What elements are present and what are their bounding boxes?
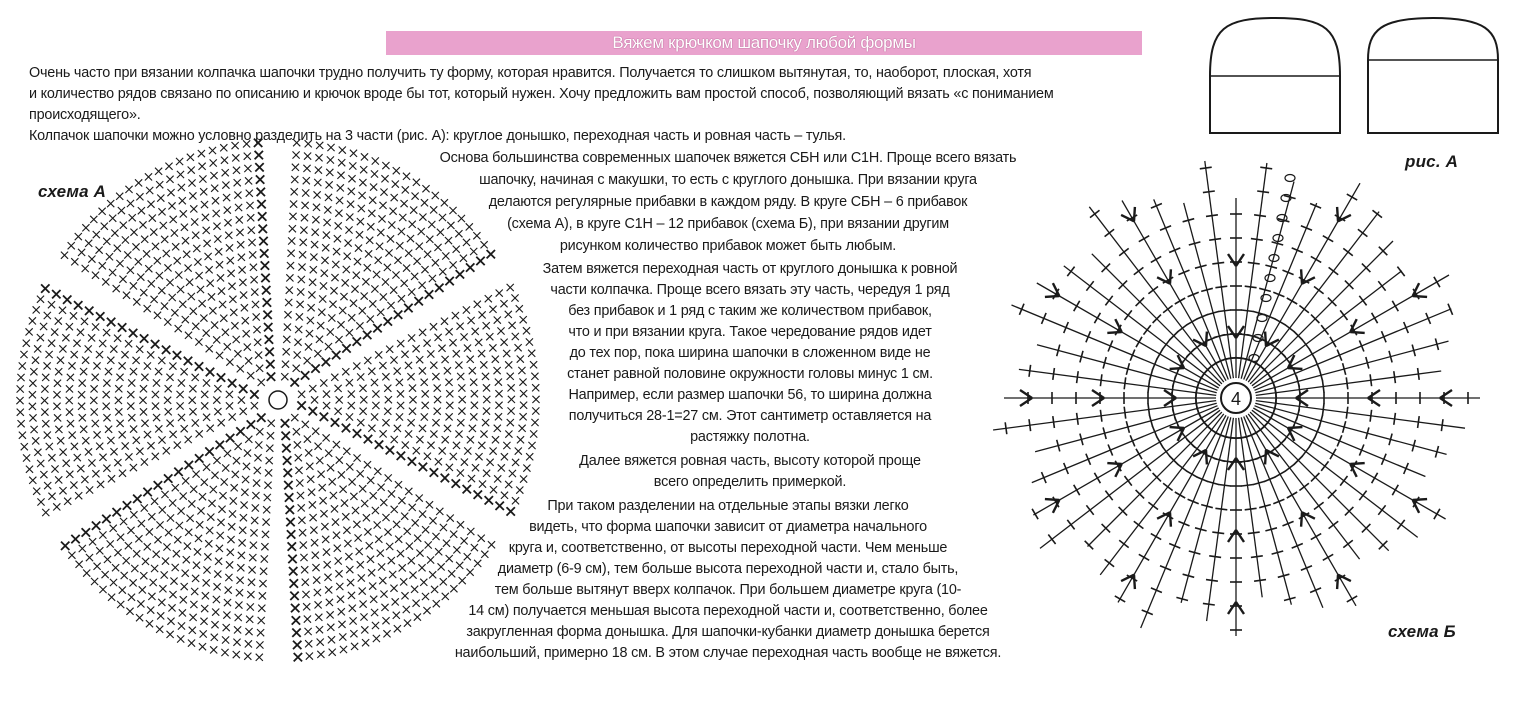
transition-line-2: части колпачка. Проще всего вязать эту часть, чередуя 1 ряд	[550, 282, 950, 298]
scheme-a-start-ring	[269, 391, 287, 409]
scheme-b-label: схема Б	[1388, 622, 1456, 641]
transition-line-1: Затем вяжется переходная часть от круглого донышка к ровной	[542, 261, 958, 277]
conclusion-line-7: закругленная форма донышка. Для шапочки-кубанки диаметр донышка берется	[466, 624, 990, 640]
transition-line-6: станет равной половине окружности головы минус 1 см.	[567, 366, 933, 382]
transition-line-4: что и при вязании круга. Такое чередование рядов идет	[568, 324, 932, 340]
figure-a-label: рис. А	[1405, 152, 1459, 171]
hat-shape-round	[1368, 18, 1498, 133]
base-line-5: рисунком количество прибавок может быть любым.	[559, 238, 897, 254]
article-title-band	[386, 31, 1142, 55]
transition-line-7: Например, если размер шапочки 56, то ширина должна	[568, 387, 932, 403]
base-line-3: делаются регулярные прибавки в каждом ряду. В круге СБН – 6 прибавок	[488, 194, 968, 210]
conclusion-line-4: диаметр (6-9 см), тем больше высота переходной части и, стало быть,	[497, 561, 959, 577]
intro-line-4: Колпачок шапочки можно условно разделить на 3 части (рис. А): круглое донышко, переходная часть и ровная часть – тулья.	[29, 128, 846, 144]
conclusion-line-1: При таком разделении на отдельные этапы вязки легко	[547, 498, 909, 514]
intro-line-3: происходящего».	[29, 107, 141, 123]
scheme-a-diagram	[0, 150, 540, 710]
conclusion-line-6: 14 см) получается меньшая высота переходной части и, соответственно, более	[468, 603, 988, 619]
conclusion-line-3: круга и, соответственно, от высоты переходной части. Чем меньше	[508, 540, 948, 556]
figure-a-hat-shapes	[1200, 8, 1510, 148]
intro-line-2: и количество рядов связано по описанию и крючок вроде бы тот, который нужен. Хочу предложить вам простой способ, позволяющий вязать «с пониманием	[29, 86, 1054, 102]
article-title: Вяжем крючком шапочку любой формы	[612, 33, 916, 52]
transition-line-5: до тех пор, пока ширина шапочки в сложенном виде не	[569, 345, 931, 361]
conclusion-line-5: тем больше вытянут вверх колпачок. При большем диаметре круга (10-	[494, 582, 962, 598]
base-line-4: (схема А), в круге С1Н – 12 прибавок (схема Б), при вязании другим	[507, 216, 949, 232]
hat-shape-tall	[1210, 18, 1340, 133]
even-line-2: всего определить примеркой.	[653, 474, 847, 490]
transition-line-8: получиться 28-1=27 см. Этот сантиметр оставляется на	[568, 408, 932, 424]
transition-line-3: без прибавок и 1 ряд с таким же количеством прибавок,	[568, 303, 932, 319]
conclusion-line-2: видеть, что форма шапочки зависит от диаметра начального	[529, 519, 927, 535]
even-line-1: Далее вяжется ровная часть, высоту которой проще	[579, 453, 921, 469]
scheme-a-label: схема А	[38, 182, 107, 201]
base-line-1: Основа большинства современных шапочек вяжется СБН или С1Н. Проще всего вязать	[439, 150, 1017, 166]
base-line-2: шапочку, начиная с макушки, то есть с круглого донышка. При вязании круга	[479, 172, 977, 188]
intro-line-1: Очень часто при вязании колпачка шапочки трудно получить ту форму, которая нравится. Получается то слишком вытянутая, то, наоборот, плоская, хотя	[29, 65, 1032, 81]
scheme-b-center-number: 4	[1230, 389, 1242, 409]
conclusion-line-8: наибольший, примерно 18 см. В этом случае переходная часть вообще не вяжется.	[454, 645, 1002, 661]
transition-line-9: растяжку полотна.	[690, 429, 810, 445]
scheme-b-diagram	[970, 130, 1510, 690]
